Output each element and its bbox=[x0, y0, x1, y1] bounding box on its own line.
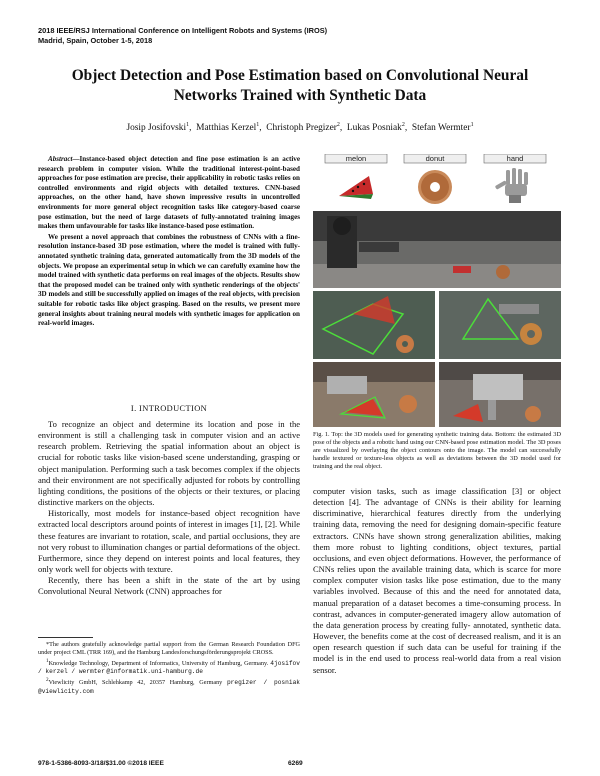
author-affiliation: 2 bbox=[336, 122, 340, 128]
model-tab-label: hand bbox=[506, 154, 524, 163]
author: Matthias Kerzel bbox=[196, 123, 257, 134]
right-column-body bbox=[313, 486, 561, 676]
page-number: 6269 bbox=[288, 760, 303, 767]
conference-name: 2018 IEEE/RSJ International Conference on Intelligent Robots and Systems (IROS) bbox=[38, 26, 328, 35]
footnote-email: pregizer / posniak @viewlicity.com bbox=[38, 679, 300, 695]
pose-photo-1 bbox=[313, 291, 435, 359]
pose-photo-2 bbox=[439, 291, 561, 359]
pose-photo-4 bbox=[439, 362, 561, 427]
robot-scene-photo bbox=[313, 211, 561, 288]
hand-model-image bbox=[495, 168, 528, 203]
donut-model-image bbox=[418, 170, 452, 204]
author-list: Josip Josifovski$^1$, Matthias Kerzel$^1$, Christoph Pregizer$^2$, Lukas Posniak$^2$, Stefan Wermter$^1$ bbox=[126, 122, 474, 134]
conference-location: Madrid, Spain, October 1-5, 2018 bbox=[38, 35, 153, 45]
footnote: $^1$Knowledge Technology, Department of Informatics, University of Hamburg, Germany. 4josifov / kerzel / wermter @informatik.uni-hamburg.de bbox=[38, 658, 300, 676]
abstract-paragraph: We present a novel approach that combines the robustness of CNNs with a fine-resolution instance-based 3D pose estimation, where the model is trained with fully-annotated synthetic training data, generated automatically from the 3D models of the objects. We propose an experimental setup in which we can carefully examine how the model trained with synthetic data performs on real images of the objects. Results show that the proposed model can be trained only with synthetic renderings of the objects' 3D models and still be successfully applied on images of the real objects, with precision suitable for robotic tasks like object grasping. Based on the results, we present more general insights about training neural models with synthetic images for application on real-world images. bbox=[38, 232, 300, 328]
body-paragraph: Historically, most models for instance-based object recognition have extracted local descriptors around points of interest in images [1], [2]. While these features are invariant to rotation, scale, and partial occlusions, they are not very robust to illumination changes or partial deformations of the object. Furthermore, since they depend on interest points and local features, they only work well for objects with texture. bbox=[38, 508, 300, 575]
melon-model-image bbox=[339, 176, 373, 199]
model-tab-label: melon bbox=[345, 154, 367, 163]
conference-header bbox=[38, 26, 327, 45]
figure-graphic bbox=[313, 154, 561, 427]
model-tab-label: donut bbox=[425, 154, 445, 163]
author-affiliation: 1 bbox=[470, 122, 474, 128]
section-heading: I. INTRODUCTION bbox=[130, 404, 208, 413]
figure-caption: Fig. 1. Top: the 3D models used for generating synthetic training data. Bottom: the estimated 3D pose of the objects and a robotic hand using our CNN-based pose estimation model. The 3D poses are visualized by overlaying the object contours onto the image. The model can successfully handle textured or texture-less objects as well as deviations between the 3D model used for training and the real object. bbox=[313, 431, 561, 471]
footnote-email: 4josifov / kerzel / wermter bbox=[38, 660, 300, 676]
footnote-text: Knowledge Technology, Department of Informatics, University of Hamburg, Germany. bbox=[48, 660, 269, 668]
body-paragraph: Recently, there has been a shift in the state of the art by using Convolutional Neural Network (CNN) approaches for bbox=[38, 575, 300, 597]
author: Josip Josifovski bbox=[126, 123, 187, 134]
author-affiliation: 1 bbox=[186, 122, 190, 128]
author: Stefan Wermter bbox=[411, 123, 471, 134]
footnote-email: @informatik.uni-hamburg.de bbox=[106, 668, 203, 676]
abstract bbox=[38, 155, 300, 330]
figure-1 bbox=[313, 154, 561, 427]
abstract-paragraph: Abstract—Instance-based object detection and fine pose estimation is an active research problem in computer vision. While the traditional interest-point-based approaches for pose estimation are precise, their applicability in robotic tasks relies on controlled environments and rigid objects with detailed textures. CNN-based approaches, on the other hand, have shown impressive results in uncontrolled environments for more general object recognition tasks like category-based coarse pose estimation, but the need of large datasets of fully-annotated training images makes them unfavourable for tasks like instance-based pose estimation. bbox=[38, 155, 300, 231]
abstract-label: Abstract bbox=[48, 155, 73, 163]
author-affiliation: 1 bbox=[256, 122, 260, 128]
footnote: $^2$Viewlicity GmbH, Schlehkamp 42, 20357 Hamburg, Germany pregizer / posniak @viewlicity.com bbox=[38, 677, 300, 695]
footnote-rule bbox=[38, 637, 93, 638]
footnote-text: Viewlicity GmbH, Schlehkamp 42, 20357 Hamburg, Germany bbox=[48, 679, 223, 687]
isbn: 978-1-5386-8093-3/18/$31.00 ©2018 IEEE bbox=[38, 760, 164, 767]
author-affiliation: 2 bbox=[401, 122, 405, 128]
footnotes bbox=[38, 641, 300, 696]
author: Lukas Posniak bbox=[346, 123, 402, 134]
introduction-body bbox=[38, 419, 300, 598]
abstract-text: Instance-based object detection and fine pose estimation is an active research problem in computer vision. While the traditional interest-point-based approaches for pose estimation are precise, their applicability in robotic tasks relies on controlled environments and rigid objects with detailed textures. CNN-based approaches, on the other hand, have shown impressive results in uncontrolled environments for more general object recognition tasks like category-based coarse pose estimation, but the need of large datasets of fully-annotated training images makes them unfavourable for tasks like instance-based pose estimation. bbox=[38, 155, 300, 231]
pose-photo-3 bbox=[313, 362, 435, 427]
body-paragraph: To recognize an object and determine its location and pose in the environment is still a challenging task in computer vision and an active research problem. Retrieving the spatial information about an object is crucial for robotic tasks like vision-based scene understanding, grasping or object manipulation. Performing such a task becomes complex if the objects and their environment are not specifically adjusted for robots by controlling lighting conditions, the positions of the objects or their textures, or placing distinctive markers on the objects. bbox=[38, 419, 300, 508]
paper-title: Object Detection and Pose Estimation based on Convolutional Neural Networks Trained with Synthetic Data bbox=[71, 67, 529, 104]
author: Christoph Pregizer bbox=[266, 123, 337, 134]
body-paragraph: computer vision tasks, such as image classification [3] or object detection [4]. The advantage of CNNs is their ability for learning discriminative, hierarchical features directly from the underlying training data, removing the need for designing domain-specific feature extractors. CNNs have shown strong generalization abilities, making them more robust to lighting conditions, object textures, partial occlusions, and even object deformations. However, the performance of CNNs relies upon the available training data, which is scarce for more complex computer vision tasks like pose estimation, due to the many variables involved. Because of this and the need for annotated data, manual preparation of a dataset becomes a time-consuming process. In contrast, advances in computer-generated imagery allow automation of the data generation process by creating fully- annotated, synthetic data. However, the benefits come at the cost of decreased realism, and it is an open research question if such data can be useful for training if the model is in the end used to process real-world data from a real vision sensor. bbox=[313, 486, 561, 675]
footnote: *The authors gratefully acknowledge partial support from the German Research Foundation DFG under project CML (TRR 169), and the Hamburg Landesforschungsförderungsprojekt CROSS. bbox=[38, 641, 300, 657]
